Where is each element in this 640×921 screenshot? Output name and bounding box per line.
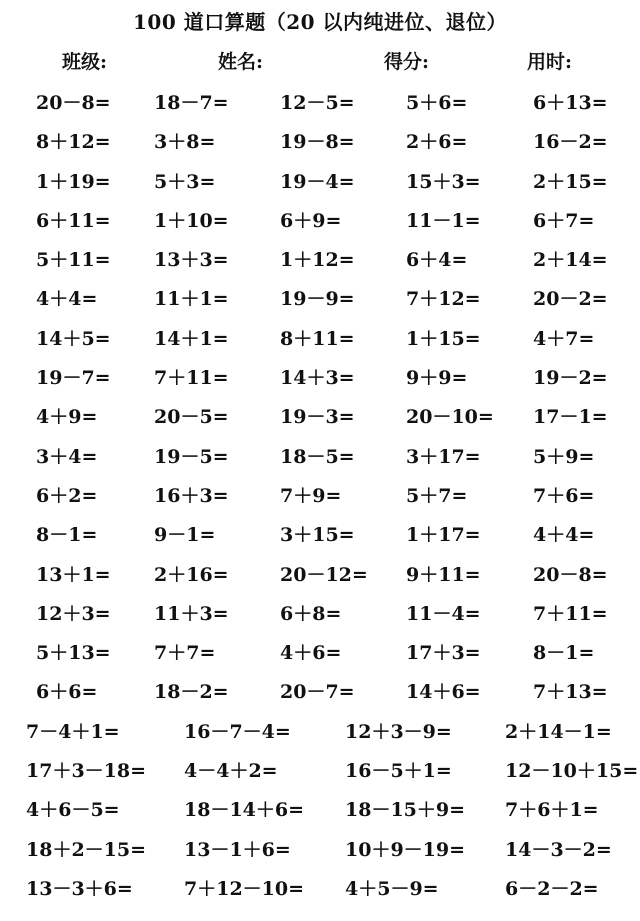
arithmetic-problem: 19－4= — [280, 170, 355, 193]
problem-row — [0, 398, 640, 437]
arithmetic-problem: 20－8= — [533, 563, 608, 586]
arithmetic-problem: 19－3= — [280, 406, 355, 429]
student-info-header — [0, 47, 640, 75]
arithmetic-problem: 12－10＋15= — [505, 760, 639, 783]
arithmetic-problem: 11－4= — [406, 602, 481, 625]
arithmetic-problem: 7－4＋1= — [26, 720, 120, 743]
arithmetic-problem: 7＋9= — [280, 484, 342, 507]
arithmetic-problem: 1＋10= — [154, 209, 229, 232]
arithmetic-problem: 3＋15= — [280, 524, 355, 547]
arithmetic-problem: 20－2= — [533, 288, 608, 311]
arithmetic-problem: 20－10= — [406, 406, 494, 429]
arithmetic-problem: 14＋5= — [36, 327, 111, 350]
arithmetic-problem: 19－2= — [533, 367, 608, 390]
arithmetic-problem: 4＋6= — [280, 642, 342, 665]
arithmetic-problem: 4＋4= — [36, 288, 98, 311]
arithmetic-problem: 11－1= — [406, 209, 481, 232]
arithmetic-problem: 4＋6－5= — [26, 799, 120, 822]
arithmetic-problem: 1＋15= — [406, 327, 481, 350]
arithmetic-problem: 13＋1= — [36, 563, 111, 586]
arithmetic-problem: 9＋9= — [406, 367, 468, 390]
problem-row — [0, 595, 640, 634]
arithmetic-problem: 17＋3= — [406, 642, 481, 665]
arithmetic-problem: 5＋13= — [36, 642, 111, 665]
arithmetic-problem: 18＋2－15= — [26, 838, 147, 861]
arithmetic-problem: 6＋11= — [36, 209, 111, 232]
arithmetic-problem: 18－2= — [154, 681, 229, 704]
arithmetic-problem: 16－7－4= — [184, 720, 291, 743]
arithmetic-problem: 1＋12= — [280, 249, 355, 272]
arithmetic-problem: 18－5= — [280, 445, 355, 468]
arithmetic-problem: 16＋3= — [154, 484, 229, 507]
arithmetic-problem: 7＋7= — [154, 642, 216, 665]
arithmetic-problem: 14＋6= — [406, 681, 481, 704]
problem-row — [0, 163, 640, 202]
name-label: 姓名: — [218, 51, 264, 73]
arithmetic-problem: 14＋3= — [280, 367, 355, 390]
problem-row — [0, 791, 640, 830]
problem-row — [0, 202, 640, 241]
arithmetic-problem: 5＋11= — [36, 249, 111, 272]
problem-row — [0, 673, 640, 712]
arithmetic-problem: 11＋3= — [154, 602, 229, 625]
arithmetic-problem: 14－3－2= — [505, 838, 612, 861]
arithmetic-problem: 6－2－2= — [505, 877, 599, 900]
arithmetic-problem: 20－7= — [280, 681, 355, 704]
problem-row — [0, 438, 640, 477]
arithmetic-problem: 4＋7= — [533, 327, 595, 350]
arithmetic-problem: 4＋9= — [36, 406, 98, 429]
arithmetic-problem: 19－8= — [280, 131, 355, 154]
arithmetic-problem: 7＋6= — [533, 484, 595, 507]
problem-row — [0, 556, 640, 595]
arithmetic-problem: 7＋13= — [533, 681, 608, 704]
arithmetic-problem: 4＋5－9= — [345, 877, 439, 900]
arithmetic-problem: 6＋8= — [280, 602, 342, 625]
arithmetic-problem: 8－1= — [36, 524, 98, 547]
arithmetic-problem: 2＋14－1= — [505, 720, 612, 743]
problem-row — [0, 634, 640, 673]
arithmetic-problem: 2＋6= — [406, 131, 468, 154]
arithmetic-problem: 3＋17= — [406, 445, 481, 468]
problem-row — [0, 516, 640, 555]
arithmetic-problem: 7＋11= — [154, 367, 229, 390]
arithmetic-problem: 3＋8= — [154, 131, 216, 154]
arithmetic-problem: 5＋6= — [406, 92, 468, 114]
arithmetic-problem: 20－8= — [36, 92, 111, 114]
arithmetic-problem: 18－15＋9= — [345, 799, 466, 822]
arithmetic-problem: 13－3＋6= — [26, 877, 133, 900]
arithmetic-problem: 7＋12= — [406, 288, 481, 311]
arithmetic-problem: 7＋11= — [533, 602, 608, 625]
arithmetic-problem: 1＋19= — [36, 170, 111, 193]
problem-row — [0, 870, 640, 909]
score-label: 得分: — [384, 51, 430, 73]
problem-row — [0, 713, 640, 752]
problem-row — [0, 123, 640, 162]
problem-row — [0, 359, 640, 398]
arithmetic-problem: 19－7= — [36, 367, 111, 390]
arithmetic-problem: 19－5= — [154, 445, 229, 468]
arithmetic-problem: 2＋15= — [533, 170, 608, 193]
arithmetic-problem: 10＋9－19= — [345, 838, 466, 861]
arithmetic-problem: 6＋7= — [533, 209, 595, 232]
worksheet-title: 100 道口算题（20 以内纯进位、退位） — [132, 10, 507, 34]
arithmetic-problem: 5＋3= — [154, 170, 216, 193]
arithmetic-problem: 7＋6＋1= — [505, 799, 599, 822]
problem-row — [0, 84, 640, 123]
class-label: 班级: — [62, 51, 108, 73]
arithmetic-problem: 17＋3－18= — [26, 760, 147, 783]
arithmetic-problem: 6＋2= — [36, 484, 98, 507]
arithmetic-problem: 12－5= — [280, 92, 355, 114]
arithmetic-problem: 8＋12= — [36, 131, 111, 154]
arithmetic-problem: 20－12= — [280, 563, 368, 586]
arithmetic-problem: 6＋6= — [36, 681, 98, 704]
arithmetic-problem: 2＋14= — [533, 249, 608, 272]
arithmetic-problem: 9－1= — [154, 524, 216, 547]
arithmetic-problem: 12＋3－9= — [345, 720, 452, 743]
arithmetic-problem: 1＋17= — [406, 524, 481, 547]
arithmetic-problem: 18－7= — [154, 92, 229, 114]
arithmetic-problem: 12＋3= — [36, 602, 111, 625]
problem-row — [0, 477, 640, 516]
arithmetic-problem: 5＋9= — [533, 445, 595, 468]
arithmetic-problem: 16－5＋1= — [345, 760, 452, 783]
arithmetic-problem: 4－4＋2= — [184, 760, 278, 783]
problem-row — [0, 320, 640, 359]
time-used-label: 用时: — [527, 51, 573, 73]
arithmetic-problem: 13＋3= — [154, 249, 229, 272]
arithmetic-problem: 19－9= — [280, 288, 355, 311]
problem-grid — [0, 84, 640, 909]
problem-row — [0, 241, 640, 280]
arithmetic-problem: 11＋1= — [154, 288, 229, 311]
arithmetic-problem: 6＋13= — [533, 92, 608, 114]
arithmetic-problem: 8－1= — [533, 642, 595, 665]
problem-row — [0, 752, 640, 791]
arithmetic-problem: 5＋7= — [406, 484, 468, 507]
arithmetic-problem: 20－5= — [154, 406, 229, 429]
arithmetic-problem: 2＋16= — [154, 563, 229, 586]
arithmetic-problem: 8＋11= — [280, 327, 355, 350]
arithmetic-problem: 9＋11= — [406, 563, 481, 586]
arithmetic-problem: 14＋1= — [154, 327, 229, 350]
arithmetic-problem: 18－14＋6= — [184, 799, 305, 822]
arithmetic-problem: 6＋4= — [406, 249, 468, 272]
problem-row — [0, 280, 640, 319]
problem-row — [0, 831, 640, 870]
arithmetic-problem: 4＋4= — [533, 524, 595, 547]
arithmetic-problem: 3＋4= — [36, 445, 98, 468]
arithmetic-problem: 7＋12－10= — [184, 877, 305, 900]
arithmetic-problem: 15＋3= — [406, 170, 481, 193]
arithmetic-problem: 17－1= — [533, 406, 608, 429]
arithmetic-problem: 16－2= — [533, 131, 608, 154]
arithmetic-problem: 6＋9= — [280, 209, 342, 232]
arithmetic-problem: 13－1＋6= — [184, 838, 291, 861]
